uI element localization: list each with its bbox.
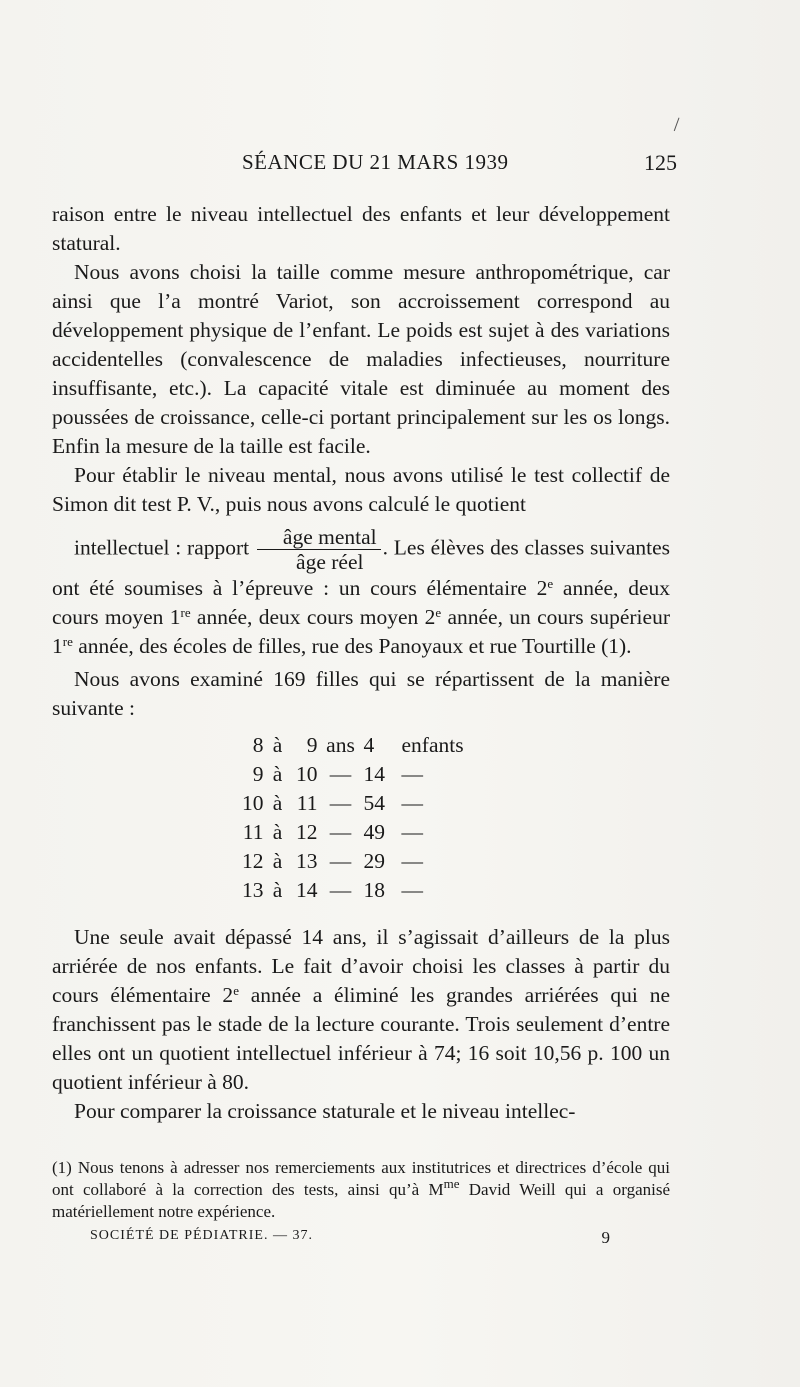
superscript: e bbox=[435, 605, 442, 620]
table-cell-count: 14 bbox=[363, 762, 385, 786]
running-header bbox=[52, 150, 677, 180]
table-cell-a: à bbox=[272, 849, 283, 873]
paragraph-3-part-b: intellectuel : rapport bbox=[74, 535, 250, 560]
table-cell-count: 4 bbox=[363, 733, 375, 757]
table-cell-to: 10 bbox=[296, 762, 318, 786]
superscript: e bbox=[547, 576, 554, 591]
table-cell-to: 11 bbox=[296, 791, 318, 815]
margin-mark bbox=[674, 118, 683, 133]
paragraph-3-part-e: année, deux cours moyen 2 bbox=[190, 605, 436, 629]
paragraph-3-part-f: année, un cours supérieur 1 bbox=[52, 605, 670, 658]
table-cell-from: 11 bbox=[242, 820, 264, 844]
table-cell-count: 49 bbox=[363, 820, 385, 844]
running-title: SÉANCE DU 21 MARS 1939 bbox=[242, 150, 509, 174]
paragraph-5-part-a: Une seule avait dépassé 14 ans, il s’agissait d’ailleurs de la plus arriérée de nos enfants. Le fait d’avoir choisi les classes à partir du cours élémentaire 2 bbox=[52, 925, 670, 1007]
table-cell-sep: — bbox=[329, 762, 352, 786]
table-cell-to: 12 bbox=[296, 820, 318, 844]
table-cell-from: 9 bbox=[252, 762, 264, 786]
table-row bbox=[242, 818, 492, 847]
table-cell-a: à bbox=[272, 733, 283, 757]
table-cell-unit: — bbox=[401, 849, 423, 873]
table-cell-sep: — bbox=[329, 791, 352, 815]
paragraph-5 bbox=[52, 923, 670, 1097]
table-cell-sep: — bbox=[329, 849, 352, 873]
table-row bbox=[242, 876, 492, 905]
body-text bbox=[52, 200, 670, 1126]
page-number: 125 bbox=[644, 150, 677, 175]
footer-signature-number: 9 bbox=[601, 1228, 610, 1247]
table-row bbox=[242, 789, 492, 818]
fraction-denominator: âge réel bbox=[296, 550, 364, 574]
table-cell-from: 13 bbox=[242, 878, 264, 902]
paragraph-4: Nous avons examiné 169 filles qui se répartissent de la manière suivante : bbox=[52, 667, 670, 720]
table-cell-a: à bbox=[272, 820, 283, 844]
table-cell-to: 9 bbox=[306, 733, 318, 757]
paragraph-1: raison entre le niveau intellectuel des enfants et leur développement statural. bbox=[52, 202, 670, 255]
table-cell-sep: — bbox=[329, 878, 352, 902]
quotient-fraction bbox=[257, 525, 381, 574]
footnote-part-a: (1) Nous tenons à adresser nos remerciements aux institutrices et directrices d’école qui ont collaboré à la correction des tests, ainsi qu’à M bbox=[52, 1158, 670, 1199]
paragraph-3-part-d: année, deux cours moyen 1 bbox=[52, 576, 670, 629]
table-cell-to: 14 bbox=[296, 878, 318, 902]
table-row bbox=[242, 760, 492, 789]
table-cell-unit: — bbox=[401, 878, 423, 902]
paragraph-3-part-g: année, des écoles de filles, rue des Panoyaux et rue Tourtille (1). bbox=[72, 634, 632, 658]
table-row bbox=[242, 847, 492, 876]
table-cell-unit: — bbox=[401, 791, 423, 815]
paragraph-2: Nous avons choisi la taille comme mesure anthropométrique, car ainsi que l’a montré Variot, son accroissement correspond au développement physique de l’enfant. Le poids est sujet à des variations accidentelles (convalescence de maladies infectieuses, nourriture insuffisante, etc.). La capacité vitale est diminuée au moment des poussées de croissance, celle-ci portant principalement sur les os longs. Enfin la mesure de la taille est facile. bbox=[52, 260, 670, 458]
table-cell-from: 10 bbox=[242, 791, 264, 815]
table-cell-a: à bbox=[272, 791, 283, 815]
formula-line bbox=[52, 525, 670, 661]
table-row bbox=[242, 731, 492, 760]
table-cell-a: à bbox=[272, 878, 283, 902]
superscript: me bbox=[443, 1176, 460, 1191]
footnote bbox=[52, 1157, 670, 1223]
age-distribution-table bbox=[242, 731, 492, 905]
superscript: re bbox=[180, 605, 191, 620]
footer-journal-mark: SOCIÉTÉ DE PÉDIATRIE. — 37. bbox=[90, 1228, 313, 1243]
table-cell-unit: enfants bbox=[401, 733, 464, 757]
paragraph-6: Pour comparer la croissance staturale et le niveau intellec- bbox=[74, 1099, 576, 1123]
table-cell-unit: — bbox=[401, 762, 423, 786]
paragraph-3-part-c: . Les élèves des classes suivantes ont été soumises à l’épreuve : un cours élémentaire 2 bbox=[52, 535, 671, 600]
table-cell-count: 29 bbox=[363, 849, 385, 873]
fraction-numerator: âge mental bbox=[257, 525, 381, 550]
table-cell-to: 13 bbox=[296, 849, 318, 873]
table-cell-from: 8 bbox=[252, 733, 264, 757]
table-cell-unit: — bbox=[401, 820, 423, 844]
superscript: re bbox=[62, 634, 73, 649]
paragraph-3 bbox=[52, 461, 670, 661]
table-cell-from: 12 bbox=[242, 849, 264, 873]
table-cell-sep: ans bbox=[326, 733, 355, 757]
footnote-part-b: David Weill qui a organisé matériellement notre expérience. bbox=[52, 1180, 670, 1221]
table-cell-count: 18 bbox=[363, 878, 385, 902]
paragraph-3-part-a: Pour établir le niveau mental, nous avons utilisé le test collectif de Simon dit test P. V., puis nous avons calculé le quotient bbox=[52, 463, 670, 516]
table-cell-sep: — bbox=[329, 820, 352, 844]
paragraph-5-part-b: année a éliminé les grandes arriérées qui ne franchissent pas le stade de la lecture courante. Trois seulement d’entre elles ont un quotient intellectuel inférieur à 74; 16 soit 10,56 p. 100 un quotient inférieur à 80. bbox=[52, 983, 670, 1094]
table-cell-a: à bbox=[272, 762, 283, 786]
superscript: e bbox=[233, 983, 239, 998]
table-cell-count: 54 bbox=[363, 791, 385, 815]
